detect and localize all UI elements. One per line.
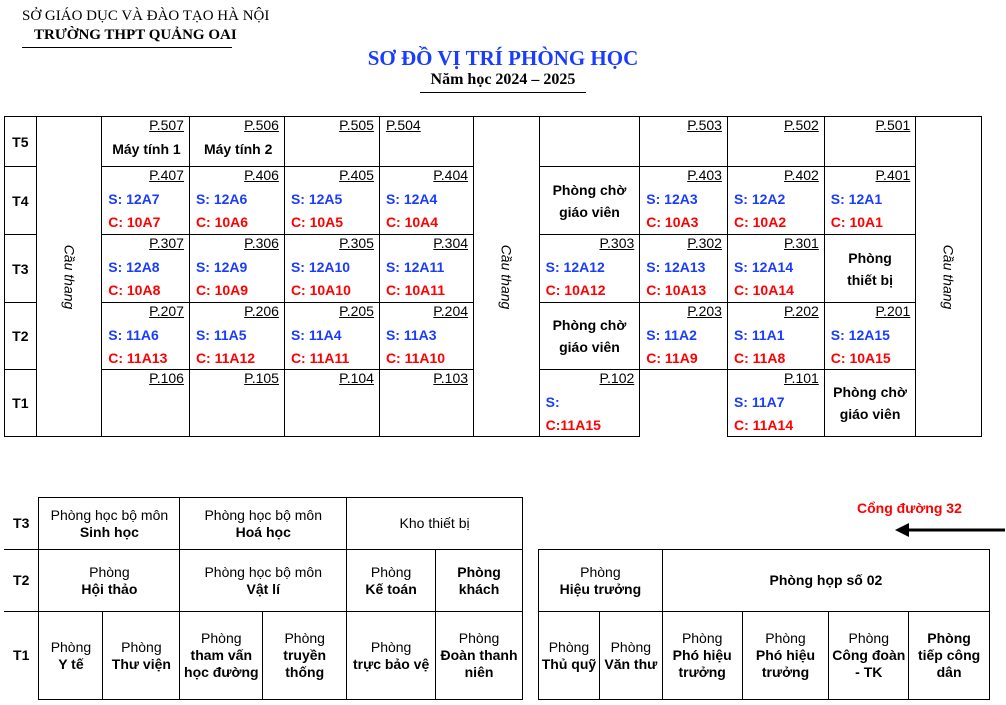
- youth-union-room: Phòng Đoàn thanh niên: [436, 612, 523, 700]
- room-405: P.405 S: 12A5 C: 10A5: [284, 167, 379, 235]
- room-307: P.307 S: 12A8 C: 10A8: [102, 235, 190, 303]
- teacher-waiting-room-2: Phòng chờ giáo viên: [539, 303, 640, 370]
- counseling-room: Phòng tham vấn học đường: [180, 612, 263, 700]
- room-105: P.105: [189, 370, 284, 437]
- conference-room: Phòng Hội thảo: [39, 550, 180, 612]
- physics-lab: Phòng học bộ môn Vật lí: [180, 550, 347, 612]
- room-104: P.104: [284, 370, 379, 437]
- floor-label-t1: T1: [5, 370, 37, 437]
- room-404: P.404 S: 12A4 C: 10A4: [379, 167, 473, 235]
- floor-label-t4: T4: [5, 167, 37, 235]
- floor-label-t5: T5: [5, 117, 37, 167]
- admin-building-right: [538, 549, 990, 700]
- teacher-waiting-room-1: Phòng chờ giáo viên: [824, 370, 916, 437]
- admin-building-left: [4, 497, 523, 700]
- bottom-floor-label-t3: T3: [4, 498, 39, 550]
- subtitle-underline: [420, 92, 586, 93]
- stairs-right: Cầu thang: [916, 117, 982, 437]
- org-name: SỞ GIÁO DỤC VÀ ĐÀO TẠO HÀ NỘI: [22, 8, 270, 24]
- passage-gap: [640, 370, 728, 437]
- room-301: P.301 S: 12A14 C: 10A14: [727, 235, 824, 303]
- equipment-room-3: Phòng thiết bị: [824, 235, 916, 303]
- meeting-room-02: Phòng họp số 02: [662, 550, 989, 612]
- room-303: P.303 S: 12A12 C: 10A12: [539, 235, 640, 303]
- room-101: P.101 S: 11A7 C: 11A14: [727, 370, 824, 437]
- room-204: P.204 S: 11A3 C: 11A10: [379, 303, 473, 370]
- room-empty-5: [539, 117, 640, 167]
- room-507: P.507 Máy tính 1: [102, 117, 190, 167]
- room-102: P.102 S: C:11A15: [539, 370, 640, 437]
- room-406: P.406 S: 12A6 C: 10A6: [189, 167, 284, 235]
- room-403: P.403 S: 12A3 C: 10A3: [640, 167, 728, 235]
- room-106: P.106: [102, 370, 190, 437]
- guest-room: Phòng khách: [436, 550, 523, 612]
- room-502: P.502: [727, 117, 824, 167]
- school-year: Năm học 2024 – 2025: [430, 71, 576, 88]
- room-206: P.206 S: 11A5 C: 11A12: [189, 303, 284, 370]
- room-401: P.401 S: 12A1 C: 10A1: [824, 167, 916, 235]
- equipment-storage: Kho thiết bị: [347, 498, 523, 550]
- room-306: P.306 S: 12A9 C: 10A9: [189, 235, 284, 303]
- room-202: P.202 S: 11A1 C: 11A8: [727, 303, 824, 370]
- accounting-room: Phòng Kế toán: [347, 550, 436, 612]
- bottom-floor-label-t1: T1: [4, 612, 39, 700]
- chemistry-lab: Phòng học bộ môn Hoá học: [180, 498, 347, 550]
- room-302: P.302 S: 12A13 C: 10A13: [640, 235, 728, 303]
- teacher-waiting-room-4: Phòng chờ giáo viên: [539, 167, 640, 235]
- room-103: P.103: [379, 370, 473, 437]
- union-room: Phòng Công đoàn - TK: [829, 612, 909, 700]
- stairs-left: Cầu thang: [36, 117, 102, 437]
- medical-room: Phòng Y tế: [39, 612, 103, 700]
- vice-principal-room-2: Phòng Phó hiệu trưởng: [742, 612, 829, 700]
- biology-lab: Phòng học bộ môn Sinh học: [39, 498, 180, 550]
- floor-label-t2: T2: [5, 303, 37, 370]
- page-title: SƠ ĐỒ VỊ TRÍ PHÒNG HỌC: [367, 46, 639, 70]
- clerical-room: Phòng Văn thư: [599, 612, 662, 700]
- bottom-floor-label-t2: T2: [4, 550, 39, 612]
- principal-office: Phòng Hiệu trưởng: [539, 550, 663, 612]
- room-506: P.506 Máy tính 2: [189, 117, 284, 167]
- room-501: P.501: [824, 117, 916, 167]
- room-203: P.203 S: 11A2 C: 11A9: [640, 303, 728, 370]
- tradition-room: Phòng truyền thống: [263, 612, 347, 700]
- citizen-reception-room: Phòng tiếp công dân: [909, 612, 990, 700]
- room-505: P.505: [284, 117, 379, 167]
- main-building-map: [4, 116, 982, 437]
- treasurer-room: Phòng Thủ quỹ: [539, 612, 600, 700]
- room-201: P.201 S: 12A15 C: 10A15: [824, 303, 916, 370]
- gate-arrow-icon: [895, 520, 1006, 540]
- room-304: P.304 S: 12A11 C: 10A11: [379, 235, 473, 303]
- school-name: TRƯỜNG THPT QUẢNG OAI: [34, 27, 237, 43]
- library: Phòng Thư viện: [103, 612, 180, 700]
- floor-label-t3: T3: [5, 235, 37, 303]
- room-503: P.503: [640, 117, 728, 167]
- room-402: P.402 S: 12A2 C: 10A2: [727, 167, 824, 235]
- gate-label: Cổng đường 32: [857, 500, 962, 516]
- stairs-middle: Cầu thang: [474, 117, 540, 437]
- room-407: P.407 S: 12A7 C: 10A7: [102, 167, 190, 235]
- room-504: P.504: [379, 117, 473, 167]
- room-207: P.207 S: 11A6 C: 11A13: [102, 303, 190, 370]
- room-205: P.205 S: 11A4 C: 11A11: [284, 303, 379, 370]
- room-305: P.305 S: 12A10 C: 10A10: [284, 235, 379, 303]
- vice-principal-room-1: Phòng Phó hiệu trưởng: [662, 612, 742, 700]
- security-room: Phòng trực bảo vệ: [347, 612, 436, 700]
